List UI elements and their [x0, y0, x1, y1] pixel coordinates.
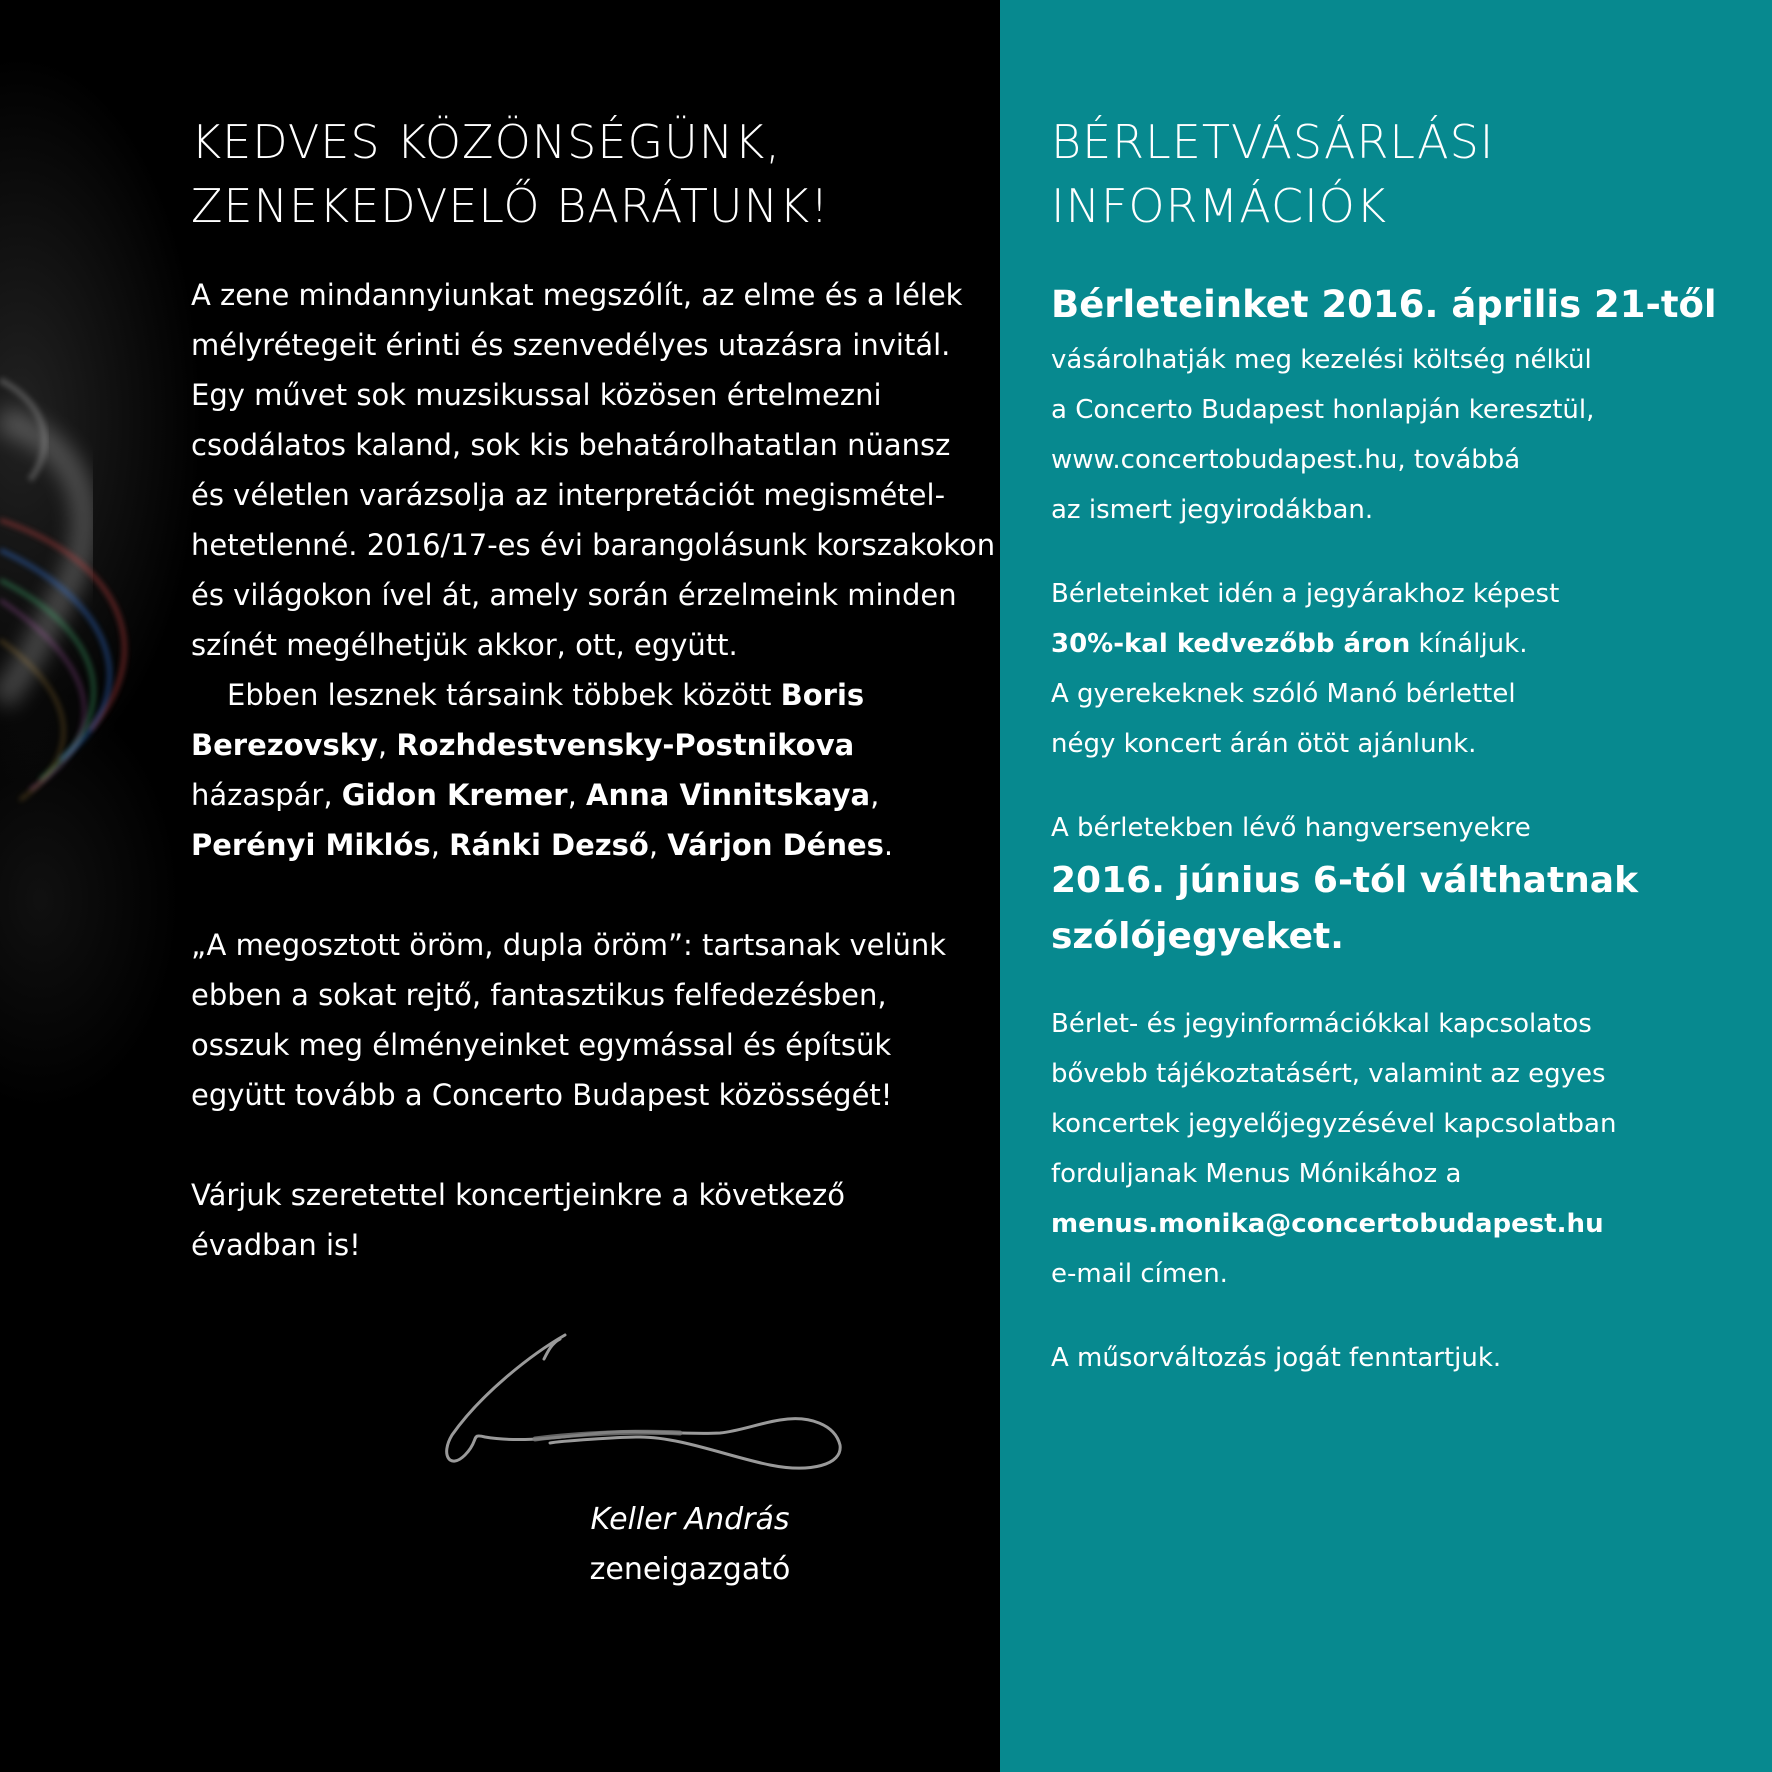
info-line: a Concerto Budapest honlapján keresztül,: [1051, 395, 1595, 425]
ticket-info-heading: [1051, 110, 1494, 238]
letter-line: együtt tovább a Concerto Budapest közösségét!: [191, 1078, 893, 1112]
letter-line: és véletlen varázsolja az interpretációt megismétel-: [191, 478, 946, 512]
heading-line: BÉRLETVÁSÁRLÁSI: [1051, 115, 1495, 169]
letter-paragraph: [191, 270, 996, 670]
letter-line: és világokon ível át, amely során érzelmeink minden: [191, 578, 957, 612]
info-line: e-mail címen.: [1051, 1259, 1228, 1289]
letter-line: Várjuk szeretettel koncertjeinkre a következő: [191, 1178, 845, 1212]
info-line: az ismert jegyirodákban.: [1051, 495, 1374, 525]
info-highlight: 2016. június 6-tól válthatnak: [1051, 860, 1639, 901]
text: kínáljuk.: [1410, 629, 1528, 659]
info-line: [1051, 1199, 1751, 1249]
letter-line: osszuk meg élményeinket egymással és építsük: [191, 1028, 892, 1062]
letter-line: hetetlenné. 2016/17-es évi barangolásunk korszakokon: [191, 528, 996, 562]
artist-name: Perényi Miklós: [191, 828, 431, 862]
text: ,: [430, 828, 450, 862]
text: ,: [648, 828, 668, 862]
artist-name: Berezovsky: [191, 728, 378, 762]
info-line: forduljanak Menus Mónikához a: [1051, 1159, 1462, 1189]
info-line: négy koncert árán ötöt ajánlunk.: [1051, 729, 1477, 759]
text: házaspár,: [191, 778, 342, 812]
info-line: bővebb tájékoztatásért, valamint az egyes: [1051, 1059, 1606, 1089]
heading-line: KEDVES KÖZÖNSÉGÜNK,: [191, 115, 781, 169]
artist-name: Várjon Dénes: [667, 828, 884, 862]
letter-paragraph: [191, 1170, 991, 1270]
heading-line: INFORMÁCIÓK: [1051, 179, 1388, 233]
text: ,: [567, 778, 587, 812]
letter-paragraph: [191, 920, 991, 1120]
director-letter: [191, 270, 996, 1270]
letter-paragraph-artists: [191, 670, 991, 870]
text: .: [883, 828, 894, 862]
info-block-discount: [1051, 569, 1751, 769]
letter-line: [191, 720, 991, 770]
program-change-note: A műsorváltozás jogát fenntartjuk.: [1051, 1343, 1502, 1373]
info-line: vásárolhatják meg kezelési költség nélkül: [1051, 345, 1592, 375]
signer-title: zeneigazgató: [589, 1552, 791, 1587]
info-line: www.concertobudapest.hu, továbbá: [1051, 445, 1521, 475]
artist-name: Anna Vinnitskaya: [586, 778, 871, 812]
info-highlight: szólójegyeket.: [1051, 916, 1344, 957]
letter-line: [191, 770, 991, 820]
contact-email: menus.monika@concertobudapest.hu: [1051, 1209, 1604, 1239]
text: Ebben lesznek társaink többek között: [227, 678, 781, 712]
ticket-info: [1051, 275, 1751, 1383]
artist-name: Boris: [780, 678, 865, 712]
letter-line: [191, 670, 991, 720]
letter-line: csodálatos kaland, sok kis behatárolhatatlan nüansz: [191, 428, 951, 462]
info-block-purchase: [1051, 275, 1751, 535]
welcome-heading: [191, 110, 830, 238]
info-block-contact: [1051, 999, 1751, 1299]
artist-name: Ránki Dezső: [449, 828, 649, 862]
signer-name: Keller András: [590, 1502, 790, 1537]
letter-line: [191, 820, 991, 870]
letter-line: A zene mindannyiunkat megszólít, az elme és a lélek: [191, 278, 963, 312]
info-block-note: [1051, 1333, 1751, 1383]
info-line: koncertek jegyelőjegyzésével kapcsolatban: [1051, 1109, 1617, 1139]
letter-line: mélyrétegeit érinti és szenvedélyes utazásra invitál.: [191, 328, 951, 362]
artist-name: Rozhdestvensky-Postnikova: [396, 728, 855, 762]
artist-name: Gidon Kremer: [341, 778, 568, 812]
heading-line: ZENEKEDVELŐ BARÁTUNK!: [191, 179, 830, 233]
letter-line: ebben a sokat rejtő, fantasztikus felfedezésben,: [191, 978, 887, 1012]
text: ,: [377, 728, 397, 762]
signer: [560, 1495, 820, 1595]
letter-line: „A megosztott öröm, dupla öröm”: tartsanak velünk: [191, 928, 947, 962]
info-line: Bérleteinket idén a jegyárakhoz képest: [1051, 579, 1560, 609]
letter-line: évadban is!: [191, 1228, 361, 1262]
discount-text: 30%-kal kedvezőbb áron: [1051, 629, 1411, 659]
signature-image: [440, 1325, 900, 1485]
text: ,: [870, 778, 880, 812]
letter-line: Egy művet sok muzsikussal közösen értelmezni: [191, 378, 882, 412]
letter-line: színét megélhetjük akkor, ott, együtt.: [191, 628, 738, 662]
info-block-single-tickets: [1051, 803, 1751, 965]
info-line: [1051, 619, 1751, 669]
info-line: A gyerekeknek szóló Manó bérlettel: [1051, 679, 1516, 709]
info-line: Bérlet- és jegyinformációkkal kapcsolatos: [1051, 1009, 1592, 1039]
info-line: A bérletekben lévő hangversenyekre: [1051, 813, 1531, 843]
info-lead: Bérleteinket 2016. április 21-től: [1051, 283, 1717, 326]
